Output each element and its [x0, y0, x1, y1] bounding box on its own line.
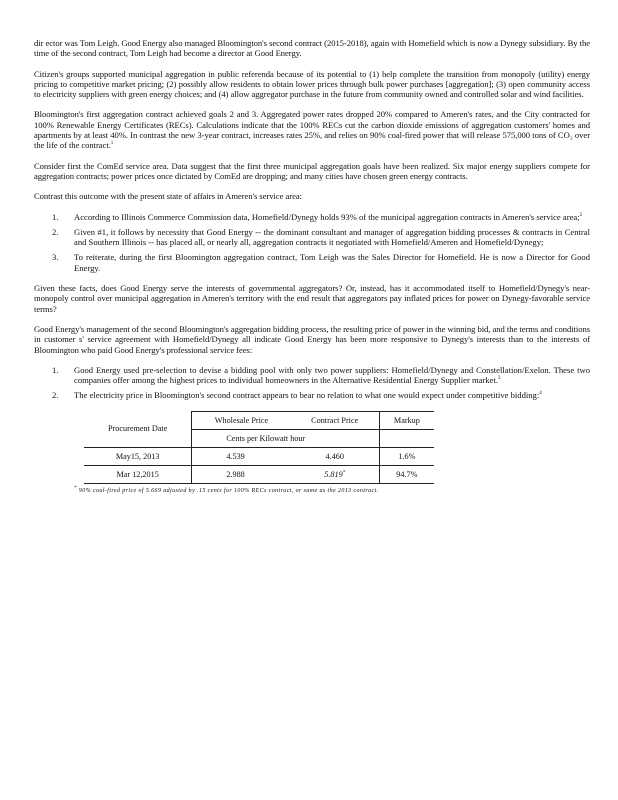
paragraph-comed-area: Consider first the ComEd service area. Data suggest that the first three municipal aggregation goals have been realized. Six major energy suppliers compete for aggregation contracts; power prices once dictated by ComEd are dropping; and many cities have chosen green energy contracts. — [34, 160, 590, 181]
list-item-number: 1. — [52, 364, 59, 375]
paragraph-first-contract — [34, 109, 590, 150]
price-table-wrapper — [84, 411, 434, 484]
list-item — [34, 252, 590, 273]
cell-wholesale: 2.988 — [192, 465, 291, 483]
list-item — [34, 390, 590, 400]
cell-wholesale: 4.539 — [192, 447, 291, 465]
good-energy-list — [34, 365, 590, 401]
paragraph-management: Good Energy's management of the second Bloomington's aggregation bidding process, the resulting price of power in the winning bid, and the terms and conditions in customer s' service agreement with Homefield/Dynegy all indicate Good Energy has been more responsive to Dynegy's interests than to the interests of Bloomington who paid Good Energy's professional service fees: — [34, 323, 590, 355]
list-item-text: Good Energy used pre-selection to devise a bidding pool with only two power suppliers: Homefield/Dynegy and Constellation/Exelon. These two companies offer among the highest prices to individual homeowners in the Alternative Residential Energy Supplier market. — [74, 364, 590, 386]
list-item-number: 1. — [52, 211, 59, 222]
footnote-ref-4: 4 — [539, 391, 542, 397]
cell-date: Mar 12,2015 — [84, 465, 192, 483]
cell-contract: 4.460 — [291, 447, 380, 465]
paragraph-first-contract-text: Bloomington's first aggregation contract achieved goals 2 and 3. Aggregated power rates dropped 20% compared to Ameren's rates, and the City contracted for 100% Renewable Energy Certificates (RECs). Calculations indicate that the 100% RECs cut the carbon dioxide emissions of aggregation customers' homes and apartments by at least 40%. In contrast the new 3-year contract, increases rates 25%, and relies on 90% coal-fired power that will release 575,000 tons of CO₂ over the life of the contract. — [34, 109, 590, 151]
cell-contract-value: 5.819 — [324, 469, 343, 479]
list-item-text: To reiterate, during the first Bloomington aggregation contract, Tom Leigh was the Sales Director for Homefield. He is now a Director for Good Energy. — [74, 252, 590, 273]
list-item-text: Given #1, it follows by necessity that Good Energy -- the dominant consultant and manager of aggregation bidding processes & contracts in Central and Southern Illinois -- has placed all, or nearly all, aggregation contracts it negotiated with Homefield/Ameren and Homefield/Dynegy; — [74, 226, 590, 248]
header-wholesale-price: Wholesale Price — [192, 411, 291, 429]
paragraph-contract-history: dir ector was Tom Leigh. Good Energy also managed Bloomington's second contract (2015-2018), again with Homefield which is now a Dynegy subsidiary. By the time of the second contract, Tom Leigh had become a director at Good Energy. — [34, 38, 590, 59]
cell-markup: 94.7% — [379, 465, 434, 483]
table-footnote-mark: * — [74, 485, 77, 491]
paragraph-citizen-goals: Citizen's groups supported municipal aggregation in public referenda because of its potential to (1) help complete the transition from monopoly (utility) energy pricing to competitive market pricing; (2) possibly allow residents to obtain lower prices through bulk power purchases [aggregation]; (3) open community access to electricity suppliers with green energy choices; and (4) allow aggregator purchase in the future from community owned and controlled solar and wind facilities. — [34, 68, 590, 100]
document-page — [34, 38, 590, 494]
list-item — [34, 227, 590, 248]
list-item-text: The electricity price in Bloomington's second contract appears to bear no relation to what one would expect under competitive bidding: — [74, 390, 540, 401]
list-item-text: According to Illinois Commerce Commission data, Homefield/Dynegy holds 93% of the municipal aggregation contracts in Ameren's service area; — [74, 211, 580, 222]
cell-markup: 1.6% — [379, 447, 434, 465]
header-units-empty — [379, 429, 434, 447]
price-table — [84, 411, 434, 484]
header-markup: Markup — [379, 411, 434, 429]
paragraph-question: Given these facts, does Good Energy serve the interests of governmental aggregators? Or, instead, has it accommodated itself to Homefield/Dynegy's near-monopoly control over municipal aggregation in Ameren's territory with the end result that aggregators pay inflated prices for power on Dynegy-favorable service terms? — [34, 283, 590, 314]
ameren-facts-list — [34, 212, 590, 273]
table-footnote — [74, 485, 590, 494]
footnote-marker: * — [342, 469, 346, 475]
header-contract-price: Contract Price — [291, 411, 380, 429]
cell-date: May15, 2013 — [84, 447, 192, 465]
list-item-number: 2. — [52, 226, 59, 237]
list-item-number: 2. — [52, 390, 59, 401]
header-procurement-date: Procurement Date — [84, 411, 192, 447]
footnote-ref-2: 2 — [579, 212, 583, 218]
list-item — [34, 365, 590, 386]
table-row — [84, 465, 434, 483]
footnote-ref-3: 3 — [498, 376, 501, 382]
header-units: Cents per Kilowatt hour — [192, 429, 379, 447]
footnote-ref-1: 1 — [110, 141, 114, 147]
list-item — [34, 212, 590, 222]
cell-contract — [291, 465, 380, 483]
table-footnote-text: 90% coal-fired price of 5.669 adjusted by .15 cents for 100% RECs contract, or same as the 2013 contract. — [78, 487, 379, 494]
list-item-number: 3. — [52, 252, 59, 263]
paragraph-contrast: Contrast this outcome with the present state of affairs in Ameren's service area: — [34, 191, 302, 202]
table-row — [84, 447, 434, 465]
